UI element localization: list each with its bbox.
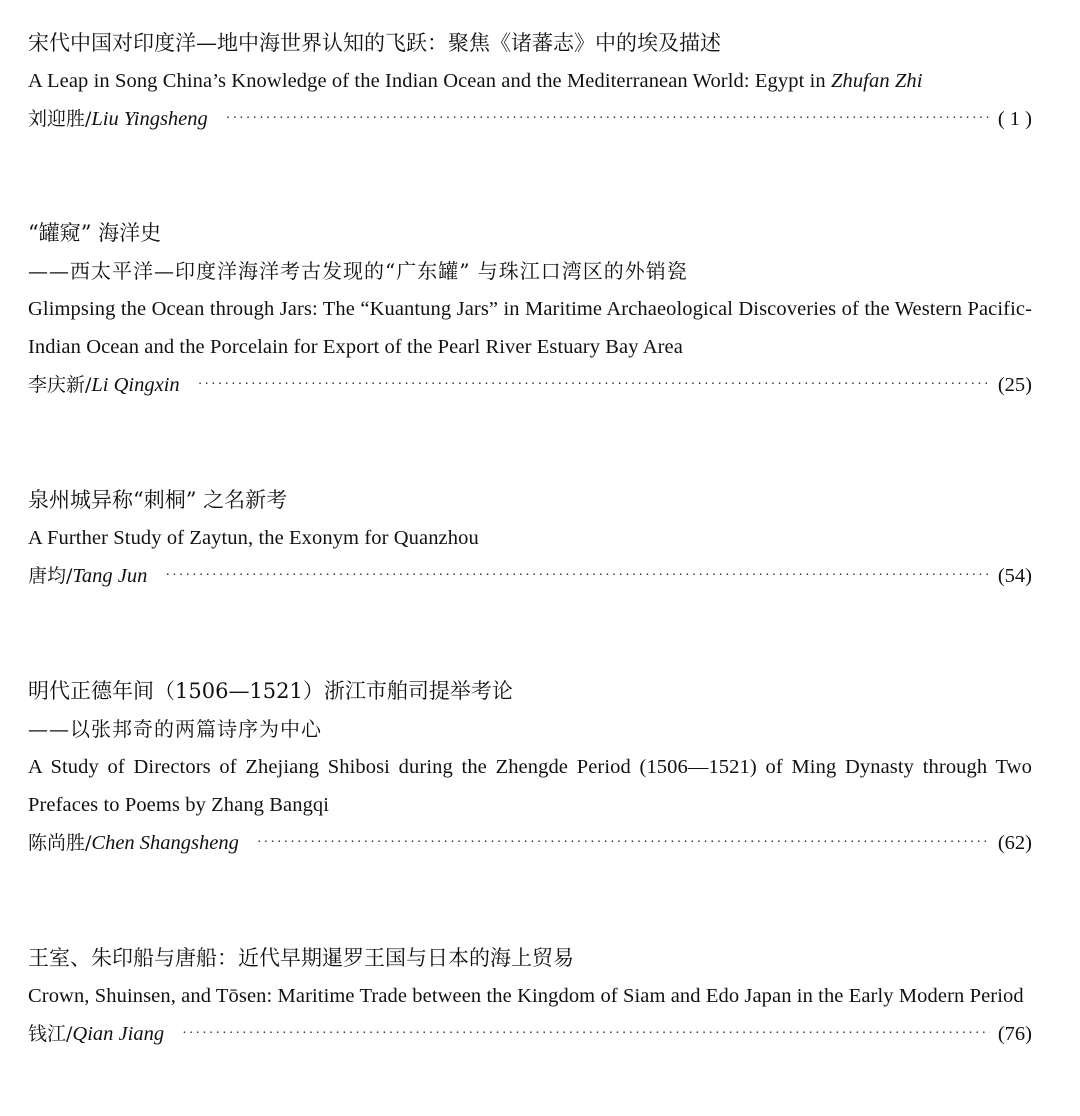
author-name-en: Li Qingxin (91, 374, 180, 396)
entry-byline (28, 366, 1032, 404)
entry-title-en: A Further Study of Zaytun, the Exonym for Quanzhou (28, 527, 479, 549)
toc-entry[interactable] (28, 672, 1032, 862)
page-number[interactable]: (62) (997, 832, 1032, 854)
entry-byline (28, 557, 1032, 595)
author-name-cn: 陈尚胜/ (28, 832, 92, 854)
author-name-cn: 李庆新/ (28, 374, 92, 396)
dot-leader (257, 824, 990, 862)
author-name-cn: 钱江/ (28, 1023, 73, 1045)
entry-subtitle-cn: ——西太平洋—印度洋海洋考古发现的“广东罐” 与珠江口湾区的外销瓷 (28, 259, 688, 283)
toc-entry[interactable] (28, 214, 1032, 404)
entry-subtitle-cn: ——以张邦奇的两篇诗序为中心 (28, 717, 322, 741)
entry-title-cn: 泉州城异称“刺桐” 之名新考 (28, 488, 288, 512)
toc-entry[interactable] (28, 939, 1032, 1053)
page-number[interactable]: (54) (997, 565, 1032, 587)
dot-leader (198, 366, 990, 404)
page-number[interactable]: ( 1 ) (997, 108, 1032, 130)
entry-byline (28, 100, 1032, 138)
author-name-en: Qian Jiang (72, 1023, 165, 1045)
toc-entry[interactable] (28, 481, 1032, 595)
entry-title-en: A Leap in Song China’s Knowledge of the Indian Ocean and the Mediterranean World: Egypt in Zhufan Zhi (28, 70, 923, 92)
entry-title-cn: 宋代中国对印度洋—地中海世界认知的飞跃：聚焦《诸蕃志》中的埃及描述 (28, 31, 721, 55)
entry-title-en: Glimpsing the Ocean through Jars: The “Kuantung Jars” in Maritime Archaeological Discoveries of the Western Pacific-Indian Ocean and the Porcelain for Export of the Pearl River Estuary Bay Area (28, 298, 1032, 358)
dot-leader (182, 1015, 990, 1053)
dot-leader (226, 100, 990, 138)
entry-byline (28, 824, 1032, 862)
author-name-en: Tang Jun (72, 565, 148, 587)
page-number[interactable]: (76) (997, 1023, 1032, 1045)
author-name-en: Chen Shangsheng (91, 832, 239, 854)
entry-title-en: Crown, Shuinsen, and Tōsen: Maritime Trade between the Kingdom of Siam and Edo Japan in the Early Modern Period (28, 985, 1024, 1007)
author-name-en: Liu Yingsheng (91, 108, 208, 130)
entry-title-cn: 王室、朱印船与唐船：近代早期暹罗王国与日本的海上贸易 (28, 946, 574, 970)
entry-title-cn: 明代正德年间（1506—1521）浙江市舶司提举考论 (28, 679, 513, 703)
entry-title-cn: “罐窥” 海洋史 (28, 221, 162, 245)
entry-byline (28, 1015, 1032, 1053)
author-name-cn: 刘迎胜/ (28, 108, 92, 130)
entry-title-en: A Study of Directors of Zhejiang Shibosi during the Zhengde Period (1506—1521) of Ming Dynasty through Two Prefaces to Poems by Zhang Bangqi (28, 756, 1032, 816)
author-name-cn: 唐均/ (28, 565, 73, 587)
toc-entry[interactable] (28, 24, 1032, 138)
page-number[interactable]: (25) (997, 374, 1032, 396)
dot-leader (165, 557, 989, 595)
